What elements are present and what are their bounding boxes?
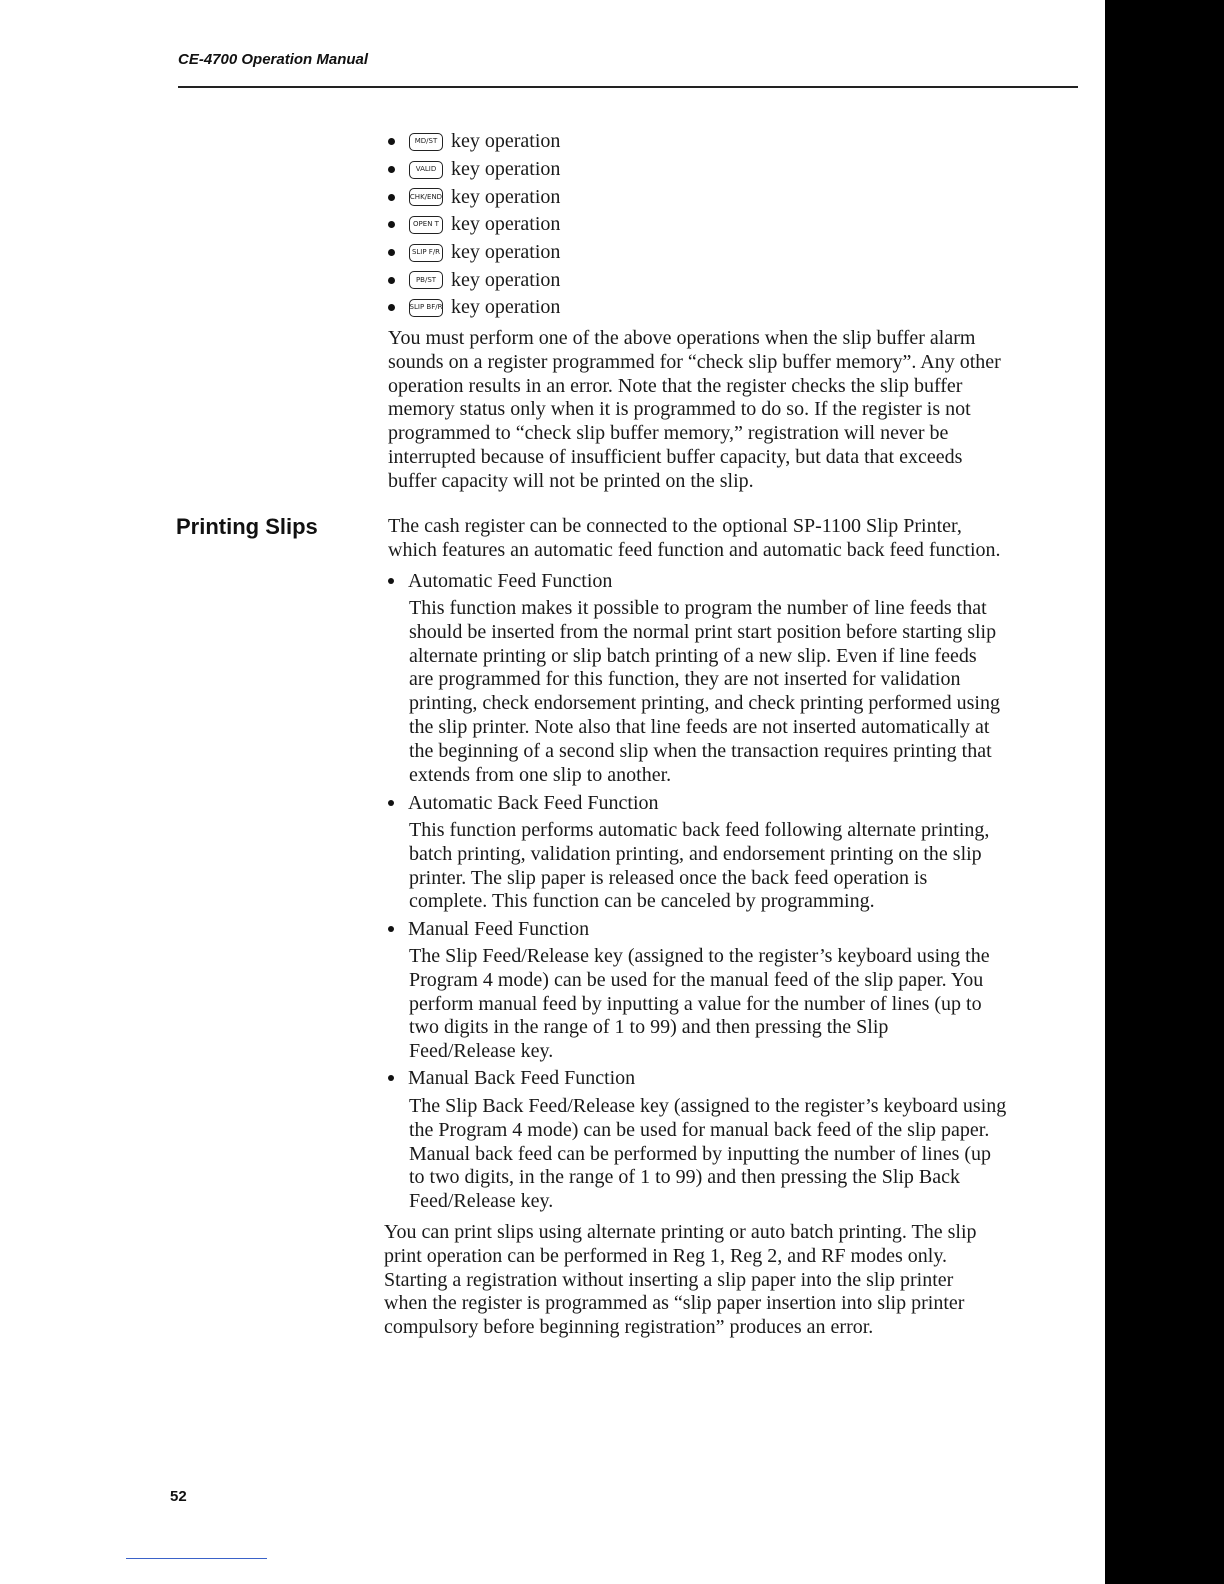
list-item-text: key operation (451, 241, 561, 264)
paragraph-line: The cash register can be connected to the optional SP-1100 Slip Printer, (388, 515, 962, 537)
section-heading: Printing Slips (176, 514, 318, 539)
feature-bullet (388, 1066, 635, 1090)
keycap-icon: CHK/END (409, 188, 443, 206)
feature-bullet (388, 791, 659, 815)
list-item (388, 128, 560, 156)
paragraph-line: print operation can be performed in Reg 1, Reg 2, and RF modes only. (384, 1244, 948, 1267)
feature-title: Manual Feed Function (408, 918, 590, 940)
page-number: 52 (170, 1488, 187, 1505)
feature-description (409, 597, 1075, 787)
feature-title: Manual Back Feed Function (408, 1067, 636, 1089)
bullet-icon (388, 304, 395, 311)
paragraph-line: Feed/Release key. (409, 1190, 554, 1213)
paragraph-line: The Slip Back Feed/Release key (assigned to the register’s keyboard using (409, 1095, 1007, 1117)
paragraph-line: to two digits, in the range of 1 to 99) and then pressing the Slip Back (409, 1166, 961, 1189)
list-item (388, 239, 560, 267)
buffer-paragraph (388, 327, 1078, 494)
paragraph-line: programmed to “check slip buffer memory,” registration will never be (388, 422, 949, 445)
paragraph-line: buffer capacity will not be printed on the slip. (388, 469, 754, 492)
closing-paragraph (384, 1221, 1074, 1340)
scan-edge-shadow (1105, 0, 1224, 1584)
keycap-icon: PB/ST (409, 271, 443, 289)
paragraph-line: The Slip Feed/Release key (assigned to the register’s keyboard using the (409, 945, 990, 967)
keycap-icon: SLIP BF/R (409, 299, 443, 317)
header-divider (178, 86, 1078, 88)
paragraph-line: alternate printing or slip batch printing of a new slip. Even if line feeds (409, 644, 977, 667)
paragraph-line: printing, check endorsement printing, and check printing performed using (409, 692, 1000, 715)
list-item (388, 266, 560, 294)
feature-description (409, 819, 1075, 914)
footer-link-underline (126, 1558, 267, 1559)
keycap-icon: OPEN T (409, 216, 443, 234)
bullet-icon (388, 277, 395, 284)
feature-title: Automatic Feed Function (408, 570, 613, 592)
list-item (388, 183, 560, 211)
paragraph-line: operation results in an error. Note that the register checks the slip buffer (388, 374, 963, 397)
paragraph-line: Starting a registration without inserting a slip paper into the slip printer (384, 1268, 954, 1291)
paragraph-line: perform manual feed by inputting a value for the number of lines (up to (409, 992, 982, 1015)
paragraph-line: batch printing, validation printing, and endorsement printing on the slip (409, 842, 982, 865)
list-item-text: key operation (451, 268, 561, 291)
running-header: CE-4700 Operation Manual (178, 51, 369, 68)
paragraph-line: Program 4 mode) can be used for the manual feed of the slip paper. You (409, 968, 984, 991)
paragraph-line: the slip printer. Note also that line feeds are not inserted automatically at (409, 715, 990, 738)
paragraph-line: extends from one slip to another. (409, 763, 672, 786)
paragraph-line: the Program 4 mode) can be used for manual back feed of the slip paper. (409, 1118, 990, 1141)
bullet-icon (388, 138, 395, 145)
paragraph-line: Manual back feed can be performed by inputting the number of lines (up (409, 1142, 992, 1165)
keycap-icon: SLIP F/R (409, 244, 443, 262)
paragraph-line: when the register is programmed as “slip paper insertion into slip printer (384, 1292, 965, 1315)
paragraph-line: are programmed for this function, they are not inserted for validation (409, 668, 961, 691)
paragraph-line: This function makes it possible to program the number of line feeds that (409, 597, 987, 619)
feature-bullet (388, 917, 589, 941)
bullet-icon (388, 194, 395, 201)
feature-description (409, 945, 1075, 1064)
paragraph-line: two digits in the range of 1 to 99) and then pressing the Slip (409, 1016, 889, 1039)
list-item-text: key operation (451, 185, 561, 208)
bullet-icon (388, 166, 395, 173)
feature-bullet (388, 569, 612, 593)
bullet-icon (388, 249, 395, 256)
keycap-icon: MD/ST (409, 133, 443, 151)
paragraph-line: printer. The slip paper is released once the back feed operation is (409, 866, 928, 889)
paragraph-line: You can print slips using alternate printing or auto batch printing. The slip (384, 1221, 977, 1243)
paragraph-line: which features an automatic feed function and automatic back feed function. (388, 538, 1001, 561)
paragraph-line: the beginning of a second slip when the transaction requires printing that (409, 739, 992, 762)
list-item (388, 156, 560, 184)
paragraph-line: memory status only when it is programmed to do so. If the register is not (388, 398, 971, 421)
paragraph-line: should be inserted from the normal print start position before starting slip (409, 620, 997, 643)
paragraph-line: interrupted because of insufficient buffer capacity, but data that exceeds (388, 445, 963, 468)
list-item-text: key operation (451, 130, 561, 153)
keycap-icon: VALID (409, 161, 443, 179)
list-item-text: key operation (451, 158, 561, 181)
list-item (388, 211, 560, 239)
paragraph-line: compulsory before beginning registration” produces an error. (384, 1316, 874, 1339)
key-operation-list (388, 128, 560, 322)
paragraph-line: You must perform one of the above operations when the slip buffer alarm (388, 327, 976, 349)
bullet-icon (388, 578, 394, 584)
list-item-text: key operation (451, 213, 561, 236)
feature-title: Automatic Back Feed Function (408, 792, 659, 814)
paragraph-line: This function performs automatic back feed following alternate printing, (409, 819, 990, 841)
section-intro (388, 515, 1078, 563)
bullet-icon (388, 926, 394, 932)
bullet-icon (388, 1075, 394, 1081)
list-item-text: key operation (451, 296, 561, 319)
feature-description (409, 1095, 1075, 1214)
paragraph-line: complete. This function can be canceled by programming. (409, 890, 875, 913)
paragraph-line: Feed/Release key. (409, 1040, 554, 1063)
paragraph-line: sounds on a register programmed for “check slip buffer memory”. Any other (388, 350, 1001, 373)
bullet-icon (388, 800, 394, 806)
list-item (388, 294, 560, 322)
bullet-icon (388, 221, 395, 228)
